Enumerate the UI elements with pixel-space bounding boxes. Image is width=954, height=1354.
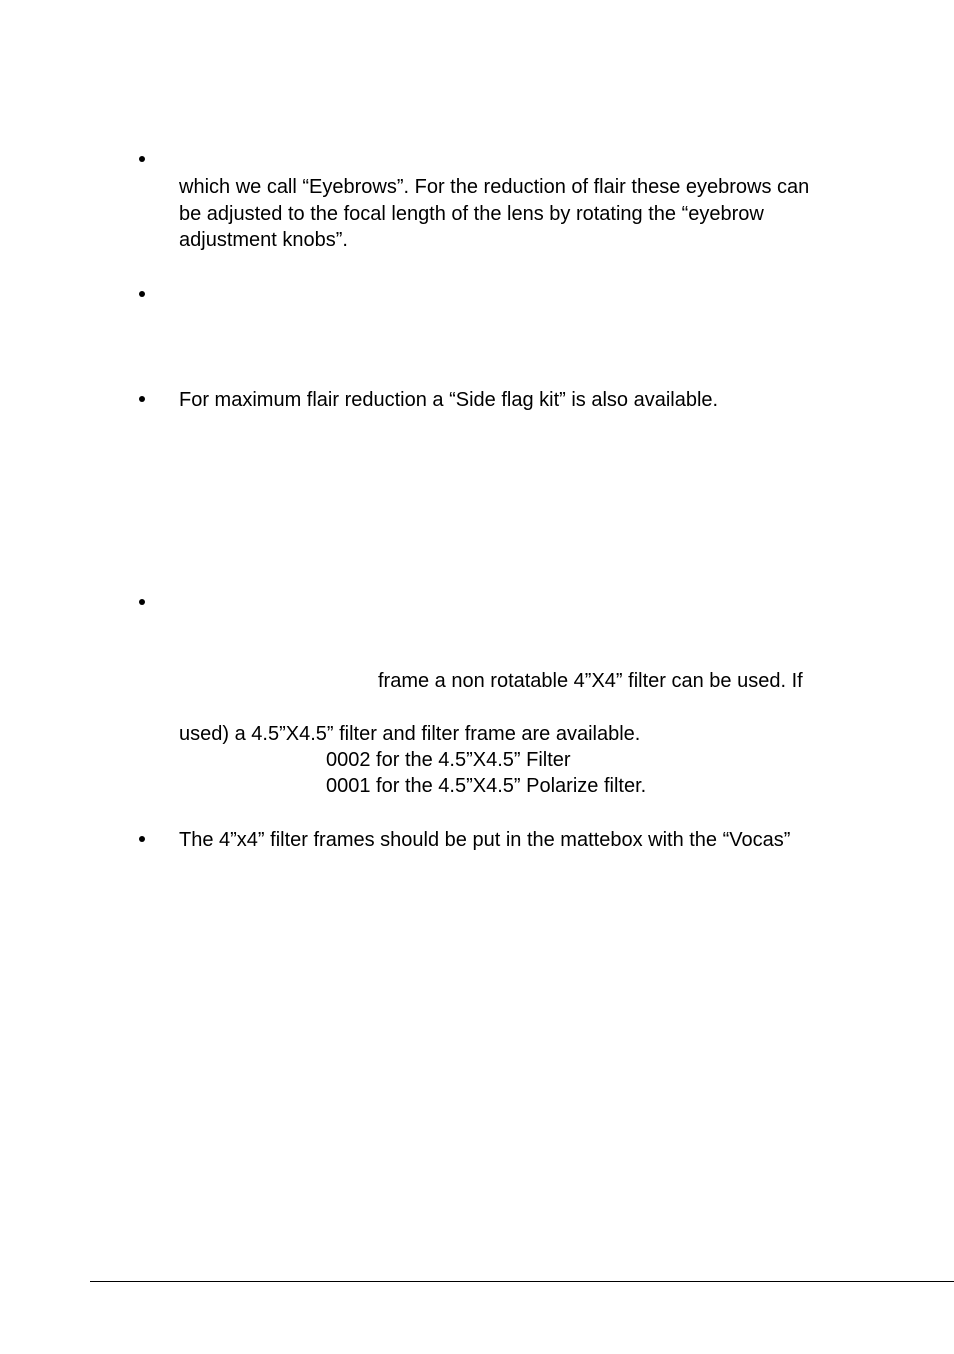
filters-line-4: 0001 for the 4.5”X4.5” Polarize filter. <box>326 775 647 797</box>
bullet-filters <box>137 597 149 609</box>
side-flag-text: For maximum flair reduction a “Side flag kit” is also available. <box>179 389 719 411</box>
bullet-filter-frames <box>137 834 149 846</box>
bullet-eyebrows <box>137 154 149 166</box>
eyebrows-line-2: be adjusted to the focal length of the lens by rotating the “eyebrow <box>179 203 764 225</box>
bullet-side-flag <box>137 394 149 406</box>
filters-line-2: used) a 4.5”X4.5” filter and filter frame are available. <box>179 723 641 745</box>
bullet-empty-1 <box>137 289 149 301</box>
filter-frames-text: The 4”x4” filter frames should be put in the mattebox with the “Vocas” <box>179 829 791 851</box>
filters-line-3: 0002 for the 4.5”X4.5” Filter <box>326 749 571 771</box>
filters-line-1: frame a non rotatable 4”X4” filter can be used. If <box>378 670 803 692</box>
eyebrows-line-3: adjustment knobs”. <box>179 229 348 251</box>
eyebrows-line-1: which we call “Eyebrows”. For the reduction of flair these eyebrows can <box>179 176 810 198</box>
footer-divider <box>90 1281 954 1282</box>
